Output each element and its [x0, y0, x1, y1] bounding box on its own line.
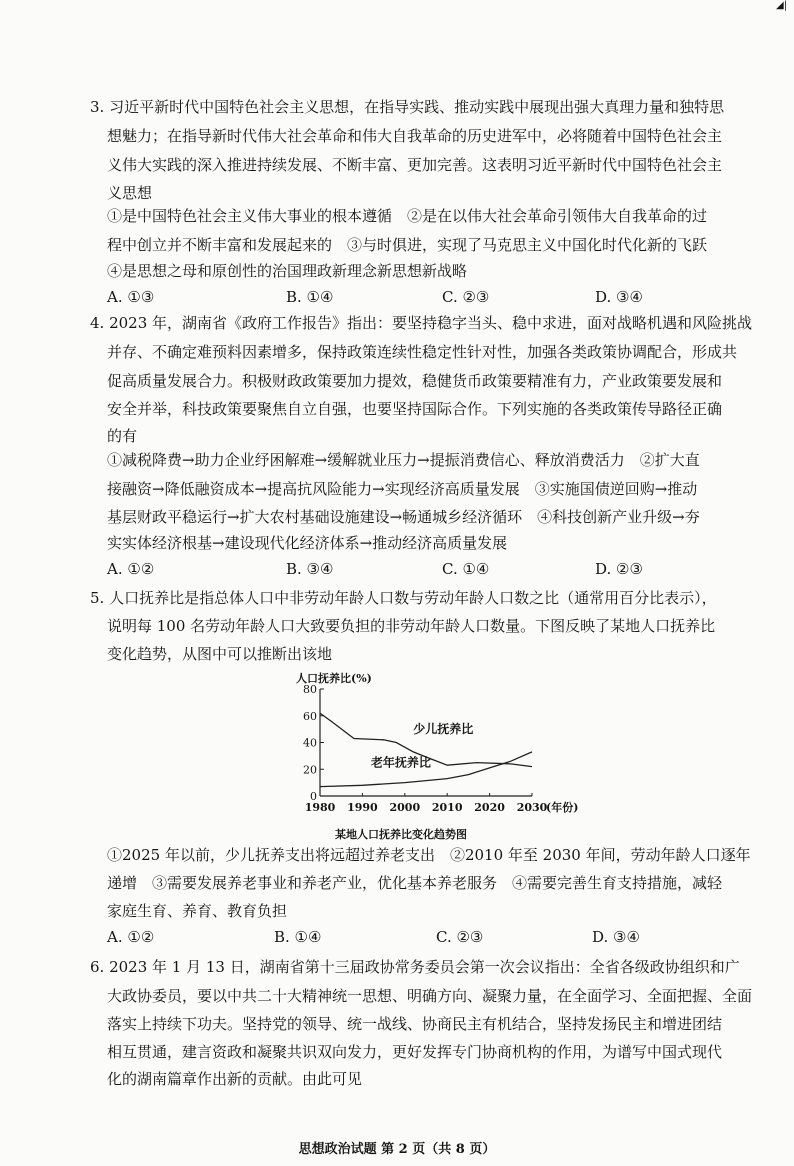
q4-option-d: D. ②③ — [595, 560, 643, 578]
x-tick-label: 2010 — [431, 801, 463, 814]
y-tick-label: 40 — [303, 736, 317, 750]
q3-stem-line: 义伟大实践的深入推进持续发展、不断丰富、更加完善。这表明习近平新时代中国特色社会主 — [107, 156, 723, 174]
chart-caption: 某地人口抚养比变化趋势图 — [335, 828, 467, 841]
q6-stem-line: 6. 2023 年 1 月 13 日，湖南省第十三届政协常务委员会第一次会议指出：全省各级政协组织和广 — [90, 958, 740, 976]
q5-stem-line: 说明每 100 名劳动年龄人口大致要负担的非劳动年龄人口数量。下图反映了某地人口抚养比 — [107, 617, 716, 635]
series-label-elderly: 老年抚养比 — [370, 755, 431, 770]
q5-option-a: A. ①② — [107, 928, 155, 946]
x-tick-label: 2000 — [389, 801, 421, 814]
q3-statement-line: ④是思想之母和原创性的治国理政新理念新思想新战略 — [107, 262, 468, 280]
q6-stem-line: 大政协委员，要以中共二十大精神统一思想、明确方向、凝聚力量，在全面学习、全面把握、全面 — [107, 987, 753, 1005]
x-tick-label: 2030 — [516, 801, 548, 814]
q6-stem-line: 化的湖南篇章作出新的贡献。由此可见 — [107, 1070, 363, 1088]
q4-stem-line: 促高质量发展合力。积极财政政策要加力提效，稳健货币政策要精准有力，产业政策要发展和 — [107, 372, 723, 390]
q3-statement-line: ①是中国特色社会主义伟大事业的根本遵循 ②是在以伟大社会革命引领伟大自我革命的过 — [107, 207, 708, 225]
q6-stem-line: 相互贯通，建言资政和凝聚共识双向发力，更好发挥专门协商机构的作用，为谱写中国式现代 — [107, 1043, 723, 1061]
series-label-child: 少儿抚养比 — [413, 722, 474, 737]
q5-stem-line: 变化趋势，从图中可以推断出该地 — [107, 645, 333, 663]
x-tick-label: 1990 — [347, 801, 378, 814]
q4-option-c: C. ①④ — [442, 560, 490, 578]
x-tick-label: 1980 — [304, 801, 336, 814]
y-tick-label: 80 — [303, 683, 317, 696]
q3-option-c: C. ②③ — [442, 288, 490, 306]
x-axis-label: (年份) — [546, 801, 579, 814]
y-tick-label: 60 — [303, 709, 317, 723]
q5-option-c: C. ②③ — [436, 928, 484, 946]
q4-stem-line: 的有 — [107, 427, 138, 445]
q3-statement-line: 程中创立并不断丰富和发展起来的 ③与时俱进，实现了马克思主义中国化时代化新的飞跃 — [107, 236, 708, 254]
q5-statement-line: 家庭生育、养育、教育负担 — [107, 902, 288, 920]
page-footer: 思想政治试题 第 2 页（共 8 页） — [298, 1142, 496, 1157]
q6-stem-line: 落实上持续下功夫。坚持党的领导、统一战线、协商民主有机结合，坚持发扬民主和增进团结 — [107, 1015, 723, 1033]
q3-option-b: B. ①④ — [286, 288, 334, 306]
q3-stem-line: 想魅力；在指导新时代伟大社会革命和伟大自我革命的历史进军中，必将随着中国特色社会主 — [107, 127, 723, 145]
q3-stem-line: 义思想 — [107, 184, 153, 202]
page-corner-mark: ◢| — [776, 0, 788, 11]
q4-stem-line: 4. 2023 年，湖南省《政府工作报告》指出：要坚持稳字当头、稳中求进，面对战略机遇和风险挑战 — [90, 314, 753, 332]
y-tick-label: 20 — [303, 763, 317, 777]
q5-option-b: B. ①④ — [274, 928, 322, 946]
dependency-ratio-chart — [290, 668, 590, 824]
q4-stem-line: 安全并举，科技政策要聚焦自立自强，也要坚持国际合作。下列实施的各类政策传导路径正确 — [107, 400, 723, 418]
q3-option-d: D. ③④ — [595, 288, 643, 306]
q3-option-a: A. ①③ — [107, 288, 155, 306]
q3-stem-line: 3. 习近平新时代中国特色社会主义思想，在指导实践、推动实践中展现出强大真理力量和独特思 — [90, 98, 725, 116]
q4-statement-line: 接融资→降低融资成本→提高抗风险能力→实现经济高质量发展 ③实施国债逆回购→推动 — [107, 480, 698, 498]
y-axis-label: 人口抚养比(%) — [296, 672, 372, 685]
q4-statement-line: 基层财政平稳运行→扩大农村基础设施建设→畅通城乡经济循环 ④科技创新产业升级→夯 — [107, 508, 700, 526]
q5-stem-line: 5. 人口抚养比是指总体人口中非劳动年龄人口数与劳动年龄人口数之比（通常用百分比表示）， — [90, 589, 717, 607]
q4-option-a: A. ①② — [107, 560, 155, 578]
q5-statement-line: 递增 ③需要发展养老事业和养老产业，优化基本养老服务 ④需要完善生育支持措施，减轻 — [107, 874, 723, 892]
q5-option-d: D. ③④ — [592, 928, 640, 946]
y-tick-label: 0 — [310, 790, 317, 803]
q4-statement-line: ①减税降费→助力企业纾困解难→缓解就业压力→提振消费信心、释放消费活力 ②扩大直 — [107, 451, 700, 469]
q5-statement-line: ①2025 年以前，少儿抚养支出将远超过养老支出 ②2010 年至 2030 年间，劳动年龄人口逐年 — [107, 846, 751, 864]
q4-statement-line: 实实体经济根基→建设现代化经济体系→推动经济高质量发展 — [107, 534, 508, 552]
q4-stem-line: 并存、不确定难预料因素增多，保持政策连续性稳定性针对性，加强各类政策协调配合，形成共 — [107, 343, 738, 361]
q4-option-b: B. ③④ — [286, 560, 334, 578]
x-tick-label: 2020 — [474, 801, 505, 814]
